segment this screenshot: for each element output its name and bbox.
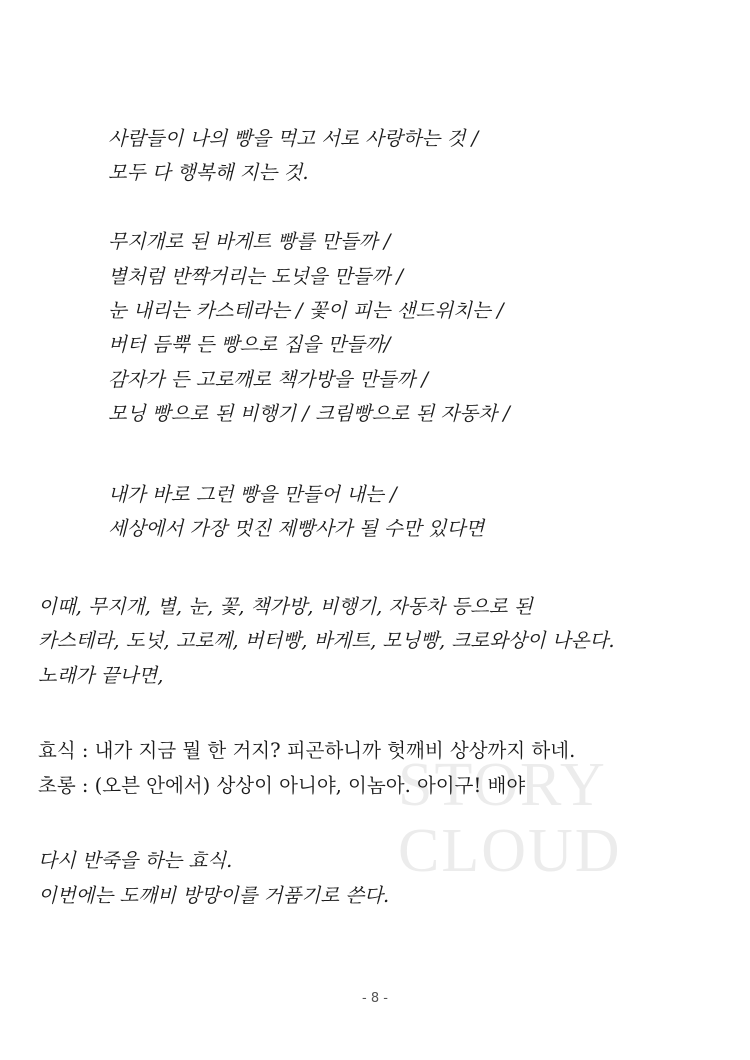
stage-direction-line: 다시 반죽을 하는 효식.: [38, 849, 233, 872]
stage-direction-line: 이번에는 도깨비 방망이를 거품기로 쓴다.: [38, 884, 390, 907]
lyric-line: 모닝 빵으로 된 비행기 / 크림빵으로 된 자동차 /: [108, 402, 510, 425]
lyric-line: 세상에서 가장 멋진 제빵사가 될 수만 있다면: [108, 517, 485, 540]
page-number: - 8 -: [362, 991, 388, 1006]
watermark-line-2: CLOUD: [398, 817, 622, 885]
stage-direction-line: 카스테라, 도넛, 고로께, 버터빵, 바게트, 모닝빵, 크로와상이 나온다.: [38, 629, 615, 652]
lyric-line: 내가 바로 그런 빵을 만들어 내는 /: [108, 483, 397, 506]
lyric-line: 눈 내리는 카스테라는 / 꽃이 피는 샌드위치는 /: [108, 299, 504, 322]
lyric-line: 모두 다 행복해 지는 것.: [108, 161, 309, 184]
stage-direction-line: 이때, 무지개, 별, 눈, 꽃, 책가방, 비행기, 자동차 등으로 된: [38, 595, 533, 618]
lyric-line: 버터 듬뿍 든 빵으로 집을 만들까/: [108, 333, 391, 356]
lyric-line: 무지개로 된 바게트 빵를 만들까 /: [108, 230, 391, 253]
dialogue-line: 초롱 : (오븐 안에서) 상상이 아니야, 이놈아. 아이구! 배야: [38, 774, 526, 797]
lyric-line: 감자가 든 고로깨로 책가방을 만들까 /: [108, 368, 429, 391]
watermark-line-1: STORY: [398, 751, 607, 819]
lyric-line: 사람들이 나의 빵을 먹고 서로 사랑하는 것 /: [108, 127, 479, 150]
lyric-line: 별처럼 반짝거리는 도넛을 만들까 /: [108, 265, 404, 288]
dialogue-line: 효식 : 내가 지금 뭘 한 거지? 피곤하니까 헛깨비 상상까지 하네.: [38, 739, 576, 762]
stage-direction-line: 노래가 끝나면,: [38, 664, 164, 687]
